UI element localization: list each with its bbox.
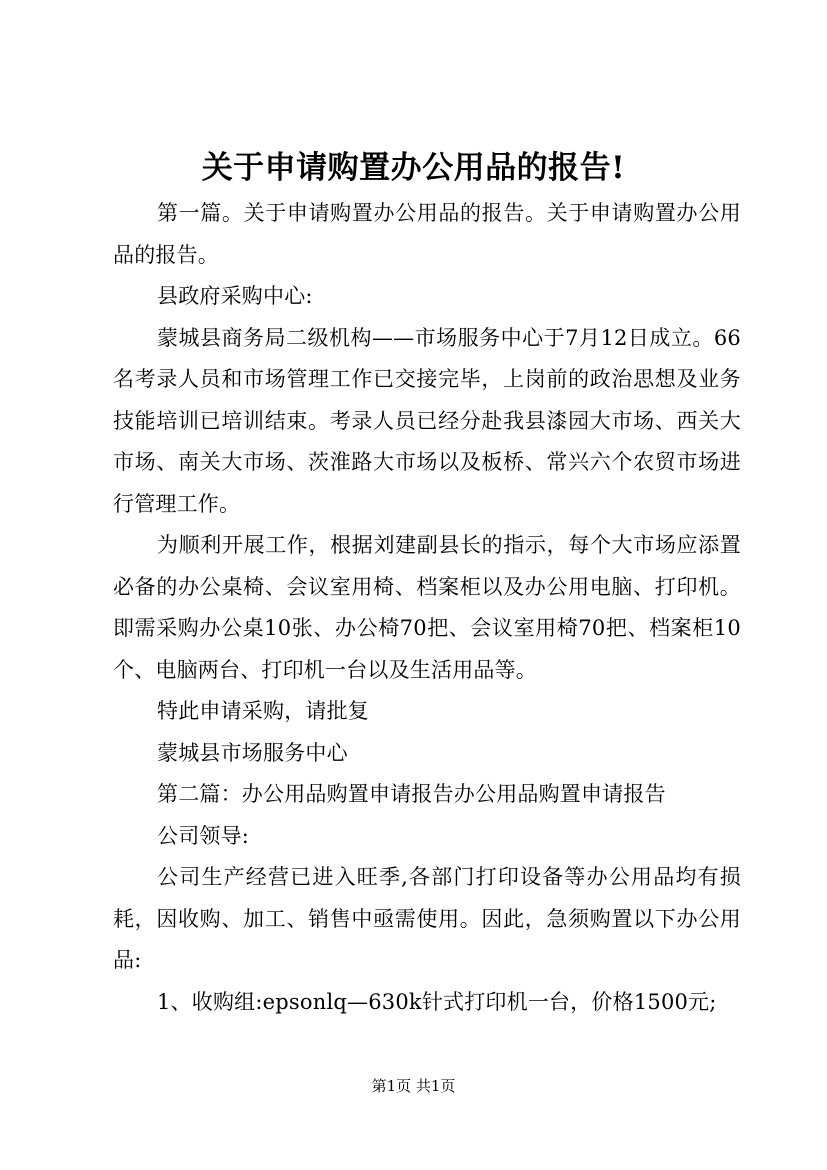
paragraph-company-needs: 公司生产经营已进入旺季,各部门打印设备等办公用品均有损耗，因收购、加工、销售中亟需使用。因此，急须购置以下办公用品: xyxy=(113,865,741,972)
paragraph-signature: 蒙城县市场服务中心 xyxy=(157,740,348,765)
paragraph-salutation: 县政府采购中心: xyxy=(157,284,313,308)
paragraph-background: 蒙城县商务局二级机构——市场服务中心于7月12日成立。66名考录人员和市场管理工作已交接完毕，上岗前的政治思想及业务技能培训已培训结束。考录人员已经分赴我县漆园大市场、西关大市场、南关大市场、茨淮路大市场以及板桥、常兴六个农贸市场进行管理工作。 xyxy=(113,325,741,516)
paragraph-procurement-needs: 为顺利开展工作，根据刘建副县长的指示，每个大市场应添置必备的办公桌椅、会议室用椅、档案柜以及办公用电脑、打印机。即需采购办公桌10张、办公椅70把、会议室用椅70把、档案柜10个、电脑两台、打印机一台以及生活用品等。 xyxy=(113,533,741,682)
paragraph-part-two-heading: 第二篇：办公用品购置申请报告办公用品购置申请报告 xyxy=(157,782,666,806)
paragraph-item-one: 1、收购组:epsonlq—630k针式打印机一台，价格1500元; xyxy=(157,989,717,1014)
document-title: 关于申请购置办公用品的报告! xyxy=(201,150,626,186)
paragraph-part-one-heading: 第一篇。关于申请购置办公用品的报告。关于申请购置办公用品的报告。 xyxy=(113,201,741,267)
paragraph-company-salutation: 公司领导: xyxy=(157,823,250,848)
document-body xyxy=(113,193,741,1023)
page-number-footer: 第1页 共1页 xyxy=(371,1077,456,1095)
paragraph-request: 特此申请采购，请批复 xyxy=(157,699,369,723)
